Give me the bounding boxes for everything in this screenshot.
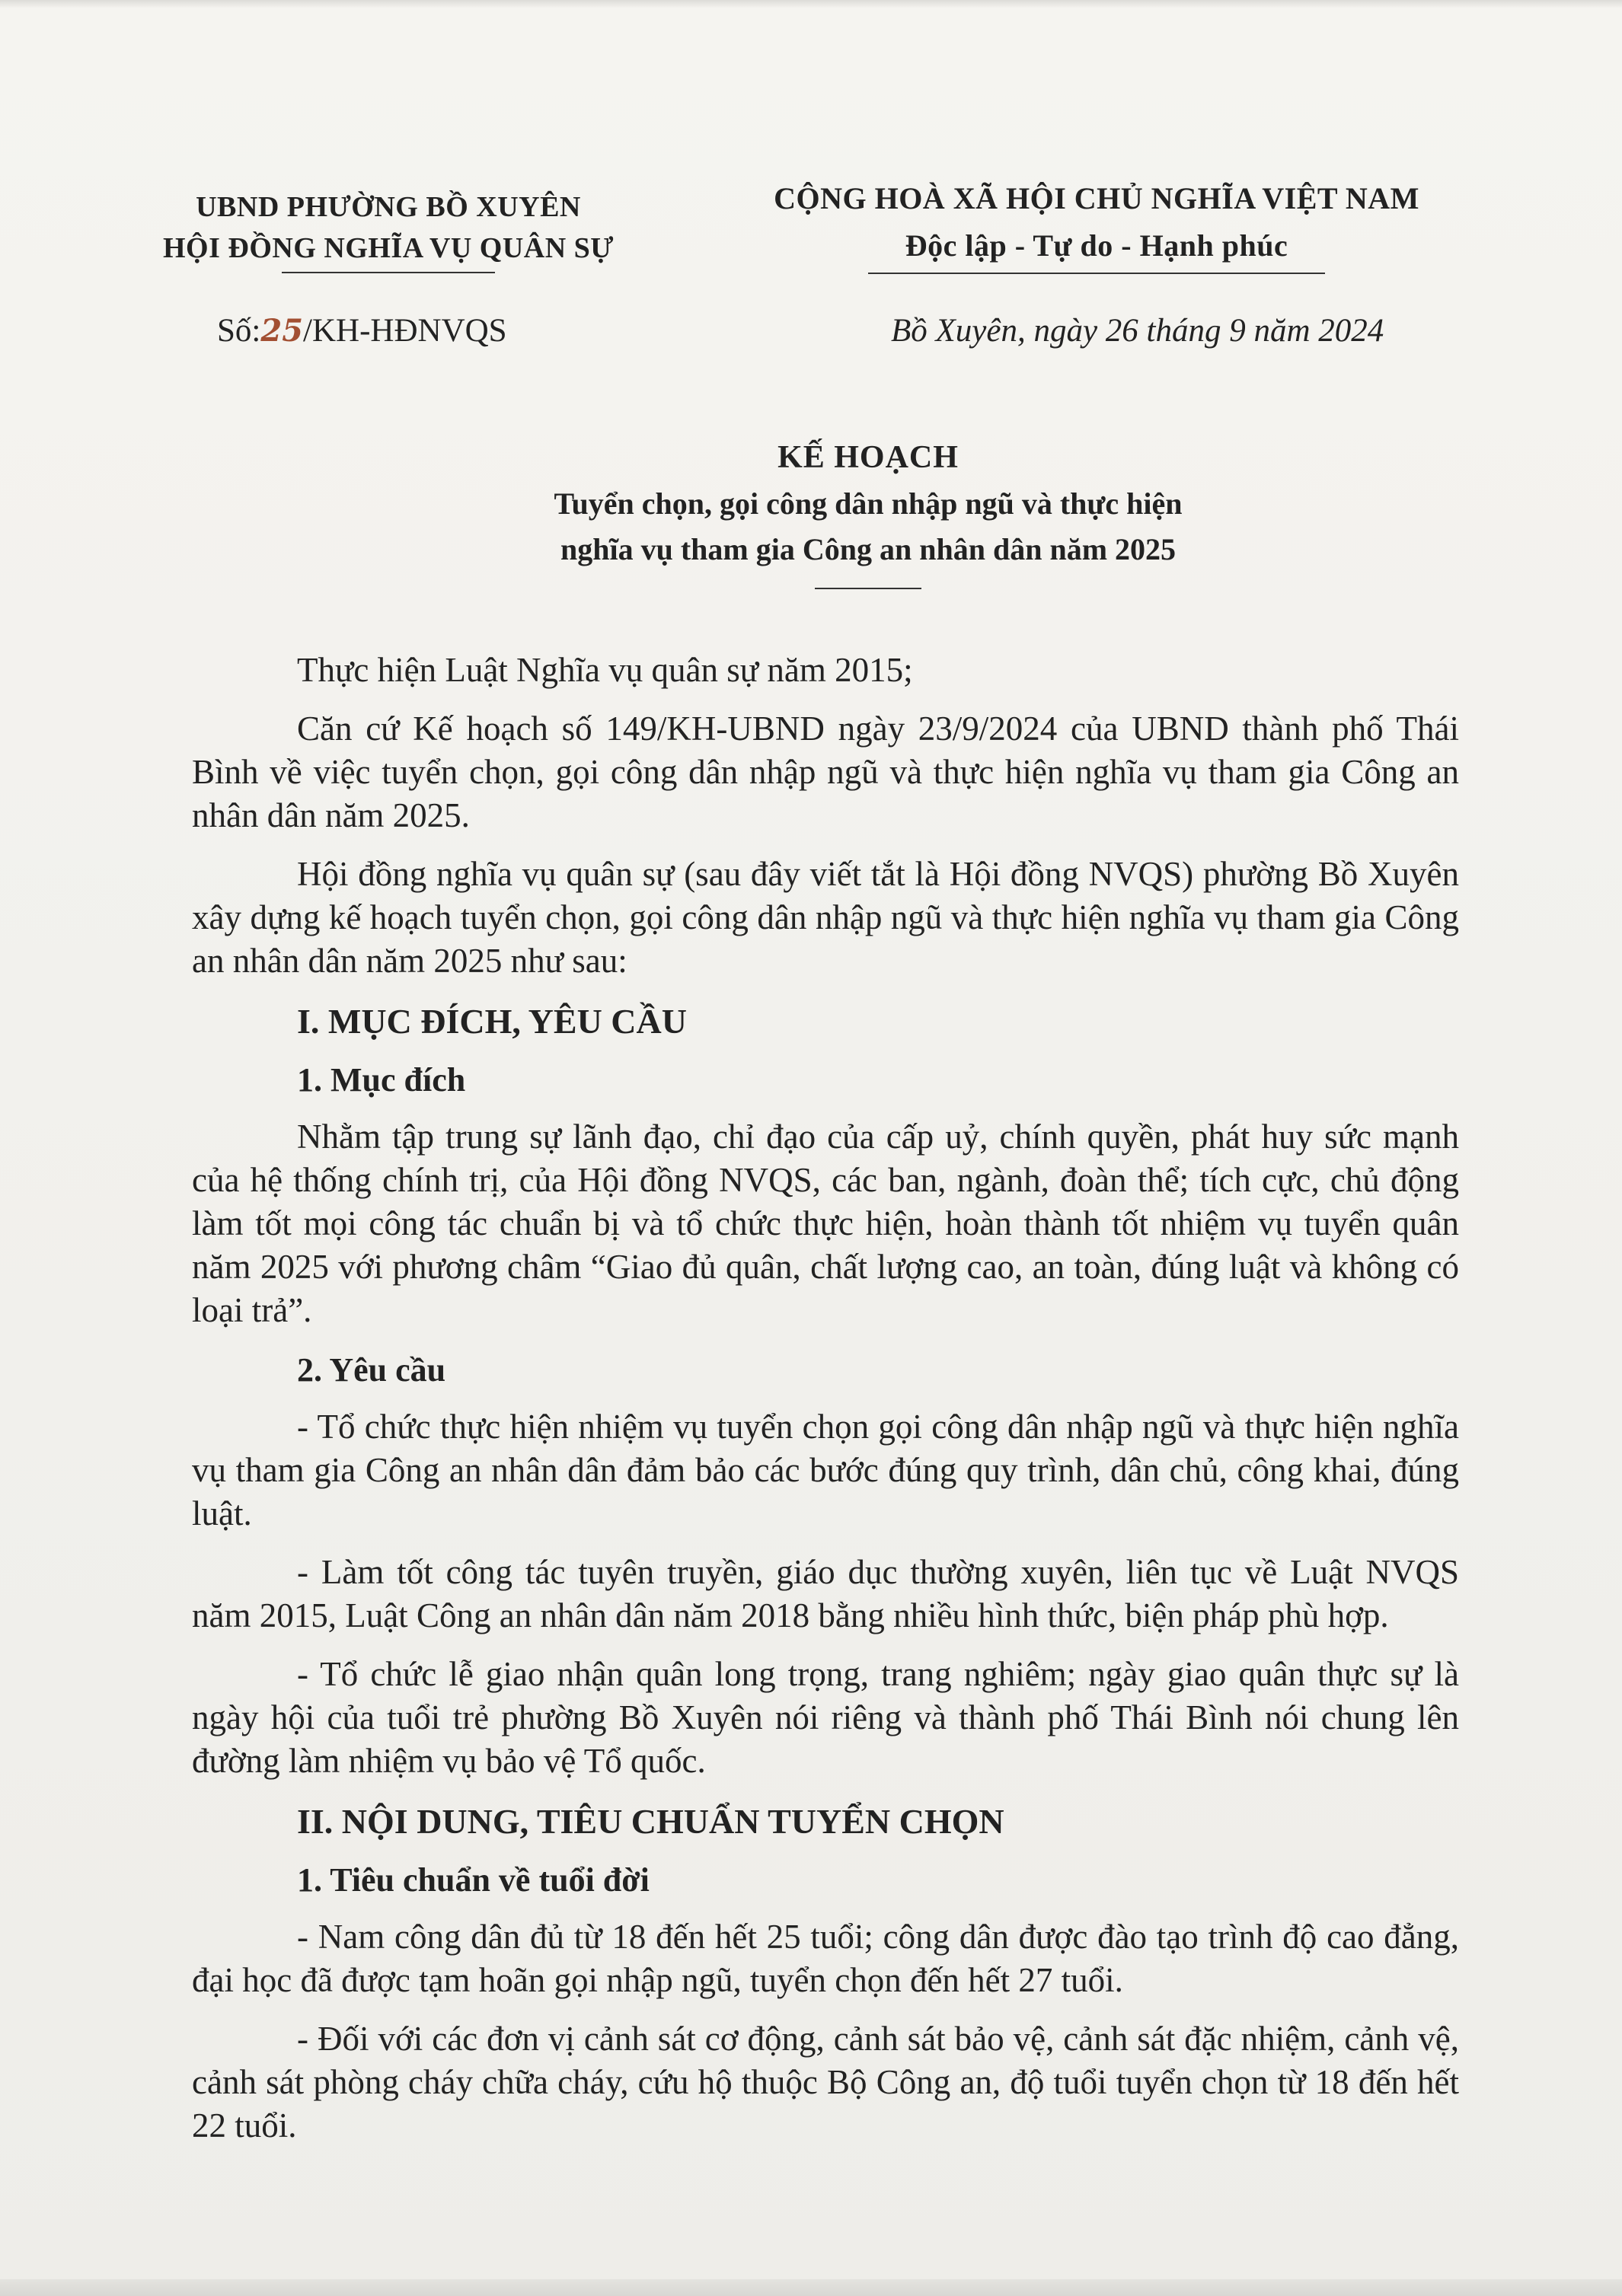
page-bottom-edge [0,2279,1622,2296]
authority-line-2: HỘI ĐỒNG NGHĨA VỤ QUÂN SỰ [162,232,615,264]
title-sub-line-2: nghĩa vụ tham gia Công an nhân dân năm 2025 [560,532,1177,566]
paragraph-legal-basis-2: Căn cứ Kế hoạch số 149/KH-UBND ngày 23/9/2024 của UBND thành phố Thái Bình về việc tuyển chọn, gọi công dân nhập ngũ và thực hiện nghĩa vụ tham gia Công an nhân dân năm 2025. [192,710,1459,834]
section-heading-2: II. NỘI DUNG, TIÊU CHUẨN TUYỂN CHỌN [297,1802,1004,1841]
motto-line-2: Độc lập - Tự do - Hạnh phúc [905,228,1288,263]
paragraph-purpose: Nhằm tập trung sự lãnh đạo, chỉ đạo của cấp uỷ, chính quyền, phát huy sức mạnh của hệ thống chính trị, của Hội đồng NVQS, các ban, ngành, đoàn thể; tích cực, chủ động làm tốt mọi công tác chuẩn bị và tổ chức thực hiện, hoàn thành tốt nhiệm vụ tuyển quân năm 2025 với phương châm “Giao đủ quân, chất lượng cao, an toàn, đúng luật và không có loại trả”. [192,1118,1459,1329]
paragraph-requirement-3: - Tổ chức lễ giao nhận quân long trọng, trang nghiêm; ngày giao quân thực sự là ngày hội của tuổi trẻ phường Bồ Xuyên nói riêng và thành phố Thái Bình nói chung lên đường làm nhiệm vụ bảo vệ Tổ quốc. [192,1655,1459,1780]
doc-number-prefix: Số: [217,313,261,349]
paragraph-requirement-2: - Làm tốt công tác tuyên truyền, giáo dục thường xuyên, liên tục về Luật NVQS năm 2015, Luật Công an nhân dân năm 2018 bằng nhiều hình thức, biện pháp phù hợp. [192,1553,1459,1634]
title-main: KẾ HOẠCH [777,440,959,475]
paragraph-legal-basis-1: Thực hiện Luật Nghĩa vụ quân sự năm 2015; [297,651,913,689]
paragraph-age-1: - Nam công dân đủ từ 18 đến hết 25 tuổi; công dân được đào tạo trình độ cao đẳng, đại học đã được tạm hoãn gọi nhập ngũ, tuyển chọn đến hết 27 tuổi. [192,1918,1459,1999]
section-heading-1: I. MỤC ĐÍCH, YÊU CẦU [297,1002,687,1041]
doc-number-suffix: /KH-HĐNVQS [303,313,507,349]
page-top-edge [0,0,1622,8]
subsection-heading-requirements: 2. Yêu cầu [297,1351,446,1389]
paragraph-intro: Hội đồng nghĩa vụ quân sự (sau đây viết tắt là Hội đồng NVQS) phường Bồ Xuyên xây dựng kế hoạch tuyển chọn, gọi công dân nhập ngũ và thực hiện nghĩa vụ tham gia Công an nhân dân năm 2025 như sau: [192,855,1459,980]
title-underline [815,588,921,589]
paragraph-requirement-1: - Tổ chức thực hiện nhiệm vụ tuyển chọn gọi công dân nhập ngũ và thực hiện nghĩa vụ tham gia Công an nhân dân đảm bảo các bước đúng quy trình, dân chủ, công khai, đúng luật. [192,1408,1459,1532]
document-number [217,312,507,349]
title-sub-line-1: Tuyển chọn, gọi công dân nhập ngũ và thực hiện [554,486,1183,521]
subsection-heading-age: 1. Tiêu chuẩn về tuổi đời [297,1861,650,1899]
issuing-authority [99,187,678,273]
subsection-heading-purpose: 1. Mục đích [297,1061,466,1099]
paragraph-age-2: - Đối với các đơn vị cảnh sát cơ động, cảnh sát bảo vệ, cảnh sát đặc nhiệm, cảnh vệ, cảnh sát phòng cháy chữa cháy, cứu hộ thuộc Bộ Công an, độ tuổi tuyển chọn từ 18 đến hết 22 tuổi. [192,2020,1459,2145]
authority-line-1: UBND PHƯỜNG BỒ XUYÊN [196,191,581,223]
national-motto [708,175,1485,274]
doc-number-handwritten: 25 [260,313,304,349]
document-body [192,649,1459,2163]
document-title [289,434,1447,589]
motto-underline [868,273,1325,274]
authority-underline [282,272,495,273]
place-date: Bồ Xuyên, ngày 26 tháng 9 năm 2024 [891,313,1384,349]
motto-line-1: CỘNG HOÀ XÃ HỘI CHỦ NGHĨA VIỆT NAM [774,181,1419,215]
